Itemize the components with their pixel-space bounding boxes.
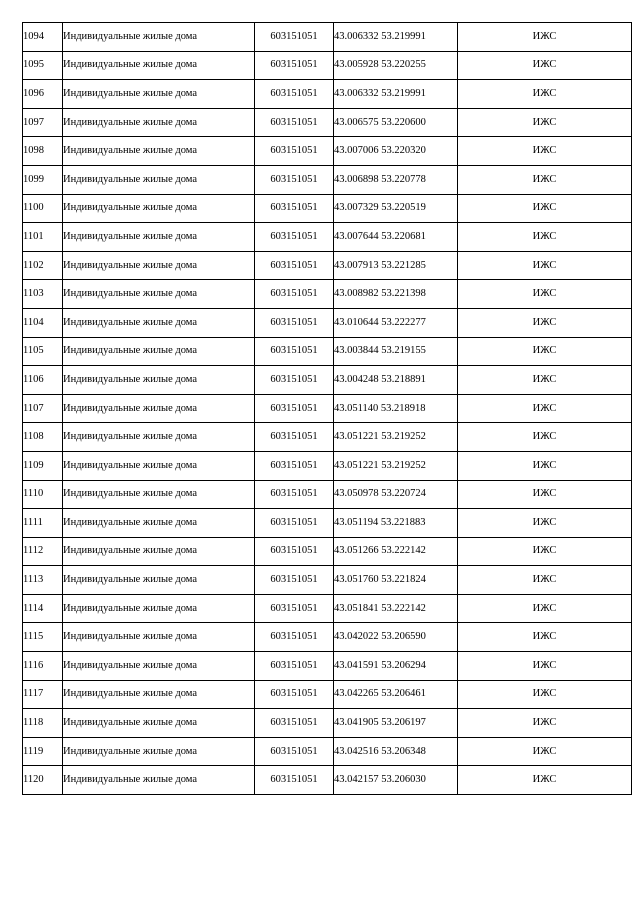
cadastral-code-cell: 603151051 xyxy=(255,451,334,480)
cadastral-code-cell: 603151051 xyxy=(255,680,334,709)
category-cell: ИЖС xyxy=(458,451,632,480)
category-cell: ИЖС xyxy=(458,51,632,80)
category-cell: ИЖС xyxy=(458,480,632,509)
object-type-cell: Индивидуальные жилые дома xyxy=(63,394,255,423)
cadastral-code-cell: 603151051 xyxy=(255,537,334,566)
object-type-cell: Индивидуальные жилые дома xyxy=(63,451,255,480)
cadastral-code-cell: 603151051 xyxy=(255,80,334,109)
row-number-cell: 1120 xyxy=(23,766,63,795)
cadastral-code-cell: 603151051 xyxy=(255,652,334,681)
category-cell: ИЖС xyxy=(458,566,632,595)
cadastral-code-cell: 603151051 xyxy=(255,766,334,795)
coordinates-cell: 43.006898 53.220778 xyxy=(334,165,458,194)
category-cell: ИЖС xyxy=(458,709,632,738)
table-row xyxy=(23,709,632,738)
coordinates-cell: 43.005928 53.220255 xyxy=(334,51,458,80)
table-row xyxy=(23,623,632,652)
row-number-cell: 1097 xyxy=(23,108,63,137)
object-type-cell: Индивидуальные жилые дома xyxy=(63,594,255,623)
table-row xyxy=(23,766,632,795)
category-cell: ИЖС xyxy=(458,251,632,280)
row-number-cell: 1104 xyxy=(23,308,63,337)
category-cell: ИЖС xyxy=(458,594,632,623)
table-row xyxy=(23,280,632,309)
object-type-cell: Индивидуальные жилые дома xyxy=(63,509,255,538)
coordinates-cell: 43.042157 53.206030 xyxy=(334,766,458,795)
object-type-cell: Индивидуальные жилые дома xyxy=(63,680,255,709)
category-cell: ИЖС xyxy=(458,394,632,423)
category-cell: ИЖС xyxy=(458,423,632,452)
cadastral-code-cell: 603151051 xyxy=(255,423,334,452)
category-cell: ИЖС xyxy=(458,366,632,395)
category-cell: ИЖС xyxy=(458,623,632,652)
coordinates-cell: 43.050978 53.220724 xyxy=(334,480,458,509)
category-cell: ИЖС xyxy=(458,537,632,566)
coordinates-cell: 43.007329 53.220519 xyxy=(334,194,458,223)
row-number-cell: 1099 xyxy=(23,165,63,194)
cadastral-code-cell: 603151051 xyxy=(255,566,334,595)
object-type-cell: Индивидуальные жилые дома xyxy=(63,51,255,80)
coordinates-cell: 43.051266 53.222142 xyxy=(334,537,458,566)
row-number-cell: 1109 xyxy=(23,451,63,480)
row-number-cell: 1101 xyxy=(23,223,63,252)
cadastral-code-cell: 603151051 xyxy=(255,280,334,309)
category-cell: ИЖС xyxy=(458,280,632,309)
row-number-cell: 1095 xyxy=(23,51,63,80)
cadastral-code-cell: 603151051 xyxy=(255,308,334,337)
coordinates-cell: 43.051760 53.221824 xyxy=(334,566,458,595)
row-number-cell: 1108 xyxy=(23,423,63,452)
category-cell: ИЖС xyxy=(458,108,632,137)
table-row xyxy=(23,537,632,566)
row-number-cell: 1096 xyxy=(23,80,63,109)
coordinates-cell: 43.051221 53.219252 xyxy=(334,451,458,480)
cadastral-code-cell: 603151051 xyxy=(255,23,334,52)
table-row xyxy=(23,566,632,595)
cadastral-code-cell: 603151051 xyxy=(255,108,334,137)
object-type-cell: Индивидуальные жилые дома xyxy=(63,623,255,652)
coordinates-cell: 43.007644 53.220681 xyxy=(334,223,458,252)
cadastral-code-cell: 603151051 xyxy=(255,223,334,252)
category-cell: ИЖС xyxy=(458,194,632,223)
table-row xyxy=(23,366,632,395)
object-type-cell: Индивидуальные жилые дома xyxy=(63,737,255,766)
object-type-cell: Индивидуальные жилые дома xyxy=(63,366,255,395)
cadastral-code-cell: 603151051 xyxy=(255,165,334,194)
category-cell: ИЖС xyxy=(458,308,632,337)
coordinates-cell: 43.008982 53.221398 xyxy=(334,280,458,309)
category-cell: ИЖС xyxy=(458,80,632,109)
object-type-cell: Индивидуальные жилые дома xyxy=(63,566,255,595)
object-type-cell: Индивидуальные жилые дома xyxy=(63,80,255,109)
row-number-cell: 1118 xyxy=(23,709,63,738)
row-number-cell: 1110 xyxy=(23,480,63,509)
registry-table xyxy=(22,22,632,795)
category-cell: ИЖС xyxy=(458,165,632,194)
coordinates-cell: 43.042516 53.206348 xyxy=(334,737,458,766)
coordinates-cell: 43.007913 53.221285 xyxy=(334,251,458,280)
row-number-cell: 1117 xyxy=(23,680,63,709)
row-number-cell: 1112 xyxy=(23,537,63,566)
object-type-cell: Индивидуальные жилые дома xyxy=(63,537,255,566)
cadastral-code-cell: 603151051 xyxy=(255,251,334,280)
table-row xyxy=(23,680,632,709)
coordinates-cell: 43.010644 53.222277 xyxy=(334,308,458,337)
row-number-cell: 1102 xyxy=(23,251,63,280)
object-type-cell: Индивидуальные жилые дома xyxy=(63,108,255,137)
category-cell: ИЖС xyxy=(458,680,632,709)
coordinates-cell: 43.004248 53.218891 xyxy=(334,366,458,395)
object-type-cell: Индивидуальные жилые дома xyxy=(63,423,255,452)
row-number-cell: 1106 xyxy=(23,366,63,395)
coordinates-cell: 43.007006 53.220320 xyxy=(334,137,458,166)
object-type-cell: Индивидуальные жилые дома xyxy=(63,652,255,681)
cadastral-code-cell: 603151051 xyxy=(255,594,334,623)
table-row xyxy=(23,194,632,223)
cadastral-code-cell: 603151051 xyxy=(255,623,334,652)
cadastral-code-cell: 603151051 xyxy=(255,509,334,538)
cadastral-code-cell: 603151051 xyxy=(255,51,334,80)
object-type-cell: Индивидуальные жилые дома xyxy=(63,766,255,795)
row-number-cell: 1113 xyxy=(23,566,63,595)
coordinates-cell: 43.041905 53.206197 xyxy=(334,709,458,738)
coordinates-cell: 43.051194 53.221883 xyxy=(334,509,458,538)
coordinates-cell: 43.003844 53.219155 xyxy=(334,337,458,366)
registry-table-body xyxy=(23,23,632,795)
cadastral-code-cell: 603151051 xyxy=(255,366,334,395)
coordinates-cell: 43.051841 53.222142 xyxy=(334,594,458,623)
table-row xyxy=(23,480,632,509)
cadastral-code-cell: 603151051 xyxy=(255,480,334,509)
category-cell: ИЖС xyxy=(458,137,632,166)
coordinates-cell: 43.051221 53.219252 xyxy=(334,423,458,452)
cadastral-code-cell: 603151051 xyxy=(255,137,334,166)
coordinates-cell: 43.041591 53.206294 xyxy=(334,652,458,681)
object-type-cell: Индивидуальные жилые дома xyxy=(63,165,255,194)
category-cell: ИЖС xyxy=(458,652,632,681)
row-number-cell: 1094 xyxy=(23,23,63,52)
table-row xyxy=(23,509,632,538)
cadastral-code-cell: 603151051 xyxy=(255,337,334,366)
table-row xyxy=(23,652,632,681)
table-row xyxy=(23,737,632,766)
table-row xyxy=(23,51,632,80)
category-cell: ИЖС xyxy=(458,23,632,52)
coordinates-cell: 43.006332 53.219991 xyxy=(334,23,458,52)
coordinates-cell: 43.051140 53.218918 xyxy=(334,394,458,423)
cadastral-code-cell: 603151051 xyxy=(255,709,334,738)
coordinates-cell: 43.042265 53.206461 xyxy=(334,680,458,709)
object-type-cell: Индивидуальные жилые дома xyxy=(63,223,255,252)
table-row xyxy=(23,23,632,52)
object-type-cell: Индивидуальные жилые дома xyxy=(63,337,255,366)
table-row xyxy=(23,223,632,252)
category-cell: ИЖС xyxy=(458,509,632,538)
row-number-cell: 1100 xyxy=(23,194,63,223)
object-type-cell: Индивидуальные жилые дома xyxy=(63,480,255,509)
table-row xyxy=(23,165,632,194)
cadastral-code-cell: 603151051 xyxy=(255,737,334,766)
object-type-cell: Индивидуальные жилые дома xyxy=(63,709,255,738)
coordinates-cell: 43.042022 53.206590 xyxy=(334,623,458,652)
row-number-cell: 1116 xyxy=(23,652,63,681)
cadastral-code-cell: 603151051 xyxy=(255,394,334,423)
table-row xyxy=(23,451,632,480)
row-number-cell: 1098 xyxy=(23,137,63,166)
row-number-cell: 1105 xyxy=(23,337,63,366)
coordinates-cell: 43.006575 53.220600 xyxy=(334,108,458,137)
object-type-cell: Индивидуальные жилые дома xyxy=(63,137,255,166)
object-type-cell: Индивидуальные жилые дома xyxy=(63,308,255,337)
category-cell: ИЖС xyxy=(458,337,632,366)
row-number-cell: 1107 xyxy=(23,394,63,423)
table-row xyxy=(23,423,632,452)
category-cell: ИЖС xyxy=(458,737,632,766)
row-number-cell: 1111 xyxy=(23,509,63,538)
table-row xyxy=(23,337,632,366)
row-number-cell: 1115 xyxy=(23,623,63,652)
table-row xyxy=(23,308,632,337)
object-type-cell: Индивидуальные жилые дома xyxy=(63,251,255,280)
table-row xyxy=(23,594,632,623)
table-row xyxy=(23,80,632,109)
row-number-cell: 1103 xyxy=(23,280,63,309)
category-cell: ИЖС xyxy=(458,766,632,795)
row-number-cell: 1114 xyxy=(23,594,63,623)
object-type-cell: Индивидуальные жилые дома xyxy=(63,23,255,52)
table-row xyxy=(23,137,632,166)
table-row xyxy=(23,394,632,423)
table-row xyxy=(23,108,632,137)
table-row xyxy=(23,251,632,280)
coordinates-cell: 43.006332 53.219991 xyxy=(334,80,458,109)
category-cell: ИЖС xyxy=(458,223,632,252)
cadastral-code-cell: 603151051 xyxy=(255,194,334,223)
object-type-cell: Индивидуальные жилые дома xyxy=(63,194,255,223)
row-number-cell: 1119 xyxy=(23,737,63,766)
object-type-cell: Индивидуальные жилые дома xyxy=(63,280,255,309)
